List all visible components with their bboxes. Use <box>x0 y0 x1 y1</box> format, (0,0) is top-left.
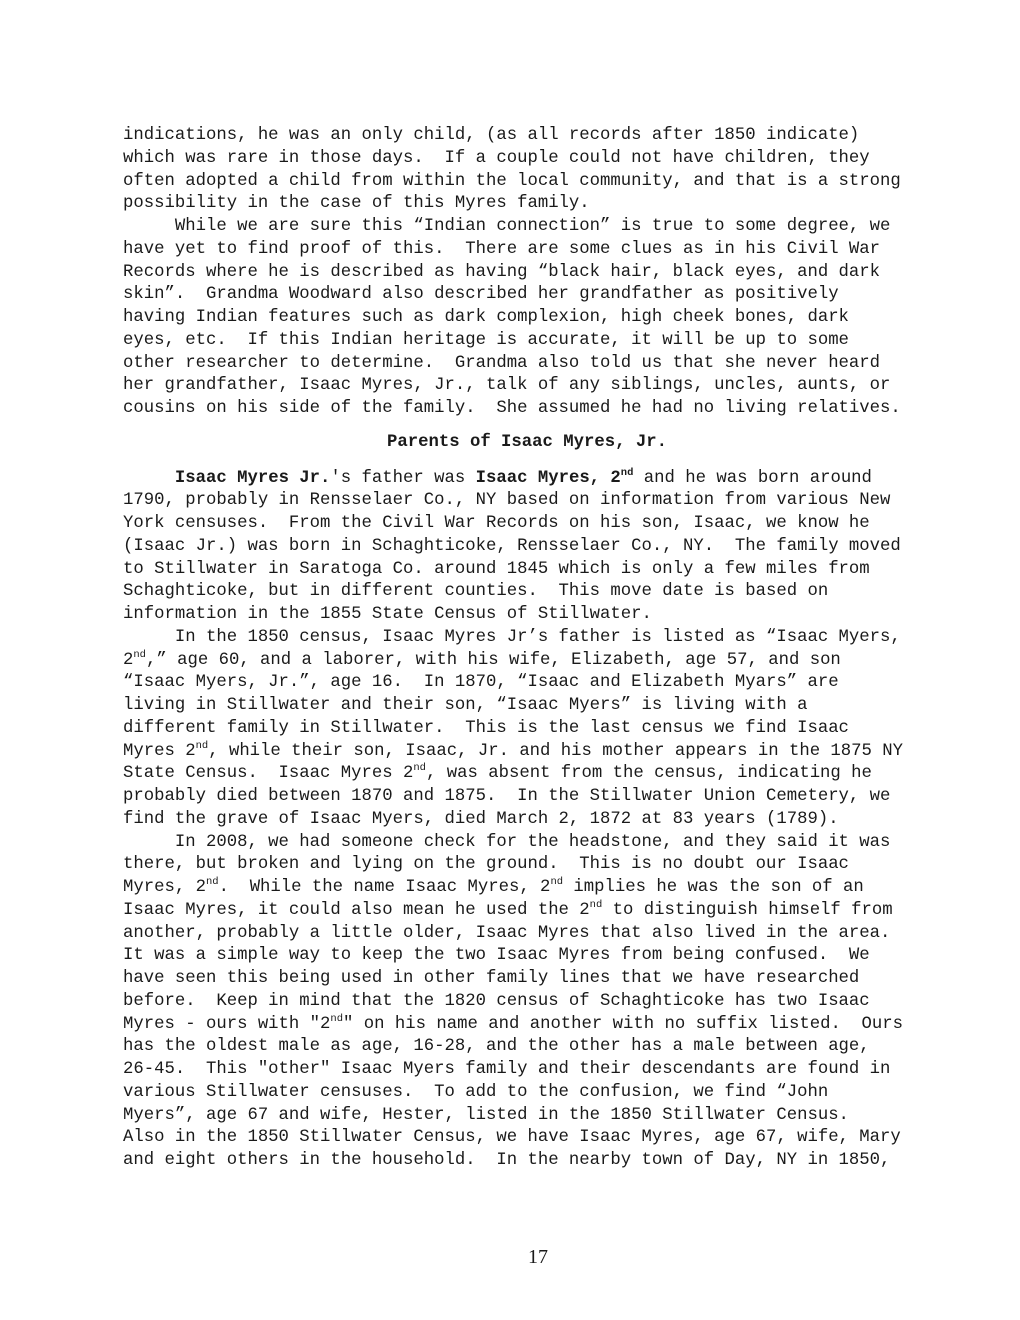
text-span: ,” age 60, and a laborer, with his wife, Elizabeth, age 57, and son <box>145 650 841 670</box>
text-span: " on his name and another with no suffix listed. Ours <box>343 1014 904 1034</box>
text-span: , was absent from the census, indicating he <box>425 764 872 784</box>
text-line: information in the 1855 State Census of Stillwater. <box>123 605 652 624</box>
text-line <box>123 650 953 673</box>
text-line: various Stillwater censuses. To add to the confusion, we find “John <box>123 1082 829 1102</box>
paragraph-headstone <box>123 832 953 1173</box>
text-line: have yet to find proof of this. There are some clues as in his Civil War <box>123 239 881 259</box>
ordinal-superscript: nd <box>133 648 146 661</box>
text-span: . While the name Isaac Myres, 2 <box>218 878 551 897</box>
text-line: possibility in the case of this Myres family. <box>123 194 590 214</box>
text-line: Schaghticoke, but in different counties. This move date is based on <box>123 582 829 602</box>
text-line: and eight others in the household. In the nearby town of Day, NY in 1850, <box>123 1151 891 1170</box>
text-span: Isaac Myres, it could also mean he used the 2 <box>123 900 590 920</box>
text-line: having Indian features such as dark complexion, high cheek bones, dark <box>123 308 849 327</box>
text-span: , while their son, Isaac, Jr. and his mother appears in the 1875 NY <box>208 741 904 761</box>
text-line: Also in the 1850 Stillwater Census, we have Isaac Myres, age 67, wife, Mary <box>123 1128 901 1148</box>
text-span: Myres 2 <box>123 741 196 761</box>
section-heading: Parents of Isaac Myres, Jr. <box>386 432 667 452</box>
text-line: (Isaac Jr.) was born in Schaghticoke, Rensselaer Co., NY. The family moved <box>123 536 901 556</box>
text-span: 2 <box>123 650 134 670</box>
paragraph-indian-connection <box>123 216 953 421</box>
ordinal-superscript: nd <box>550 876 564 888</box>
document-page <box>123 125 953 1173</box>
text-line: cousins on his side of the family. She assumed he had no living relatives. <box>123 399 901 418</box>
text-line: 1790, probably in Rensselaer Co., NY based on information from various New <box>123 491 891 511</box>
text-line: eyes, etc. If this Indian heritage is accurate, it will be up to some <box>123 330 849 350</box>
ordinal-superscript: nd <box>413 762 426 775</box>
text-span: to distinguish himself from <box>602 900 893 920</box>
text-line <box>123 877 953 900</box>
text-line <box>123 763 953 786</box>
bold-name: Isaac Myres Jr. <box>174 468 331 488</box>
text-span: 's father was <box>330 468 476 488</box>
text-line: indications, he was an only child, (as all records after 1850 indicate) <box>123 126 860 145</box>
ordinal-superscript: nd <box>205 876 219 888</box>
ordinal-superscript: nd <box>620 466 634 479</box>
text-line: Records where he is described as having “black hair, black eyes, and dark <box>123 262 881 282</box>
paragraph-father <box>123 468 953 627</box>
text-line: While we are sure this “Indian connection” is true to some degree, we <box>123 217 891 236</box>
text-line: living in Stillwater and their son, “Isaac Myers” is living with a <box>123 696 808 715</box>
text-line: It was a simple way to keep the two Isaac Myres from being confused. We <box>123 946 870 966</box>
text-line: has the oldest male as age, 16-28, and the other has a male between age, <box>123 1037 870 1057</box>
ordinal-superscript: nd <box>589 898 603 911</box>
text-span: and he was born around <box>633 468 872 488</box>
indent <box>123 469 175 488</box>
text-line <box>123 900 953 923</box>
text-line: before. Keep in mind that the 1820 census of Schaghticoke has two Isaac <box>123 991 870 1011</box>
bold-name: Isaac Myres, 2 <box>475 468 621 488</box>
page-number: 17 <box>528 1246 548 1268</box>
text-line: find the grave of Isaac Myers, died March 2, 1872 at 83 years (1789). <box>123 809 839 829</box>
text-line <box>123 1014 953 1037</box>
paragraph-1850-census <box>123 627 953 832</box>
text-span: Myres, 2 <box>123 878 206 897</box>
text-span: Myres - ours with "2 <box>123 1014 331 1034</box>
text-line <box>123 741 953 764</box>
text-span: State Census. Isaac Myres 2 <box>123 764 414 784</box>
text-line: there, but broken and lying on the ground. This is no doubt our Isaac <box>123 855 849 875</box>
ordinal-superscript: nd <box>195 739 209 752</box>
text-line: have seen this being used in other family lines that we have researched <box>123 969 860 988</box>
text-line: to Stillwater in Saratoga Co. around 1845 which is only a few miles from <box>123 559 870 579</box>
text-line: other researcher to determine. Grandma also told us that she never heard <box>123 353 881 373</box>
text-line: York censuses. From the Civil War Records on his son, Isaac, we know he <box>123 514 870 533</box>
text-line: which was rare in those days. If a couple could not have children, they <box>123 148 870 168</box>
text-line: her grandfather, Isaac Myres, Jr., talk of any siblings, uncles, aunts, or <box>123 376 891 396</box>
ordinal-superscript: nd <box>330 1012 344 1025</box>
text-line: different family in Stillwater. This is the last census we find Isaac <box>123 718 849 738</box>
text-line: often adopted a child from within the local community, and that is a strong <box>123 171 901 191</box>
text-line: skin”. Grandma Woodward also described her grandfather as positively <box>123 285 839 305</box>
text-line: another, probably a little older, Isaac Myres that also lived in the area. <box>123 923 891 943</box>
text-line: probably died between 1870 and 1875. In the Stillwater Union Cemetery, we <box>123 787 891 806</box>
text-line: Myers”, age 67 and wife, Hester, listed in the 1850 Stillwater Census. <box>123 1105 849 1125</box>
text-line: In 2008, we had someone check for the headstone, and they said it was <box>123 832 891 852</box>
text-line: “Isaac Myers, Jr.”, age 16. In 1870, “Isaac and Elizabeth Myars” are <box>123 673 839 693</box>
text-line: In the 1850 census, Isaac Myres Jr’s father is listed as “Isaac Myers, <box>123 627 901 647</box>
text-span: implies he was the son of an <box>563 878 864 897</box>
text-line <box>123 468 953 491</box>
text-line: 26-45. This "other" Isaac Myers family and their descendants are found in <box>123 1060 891 1079</box>
paragraph-only-child <box>123 125 953 216</box>
